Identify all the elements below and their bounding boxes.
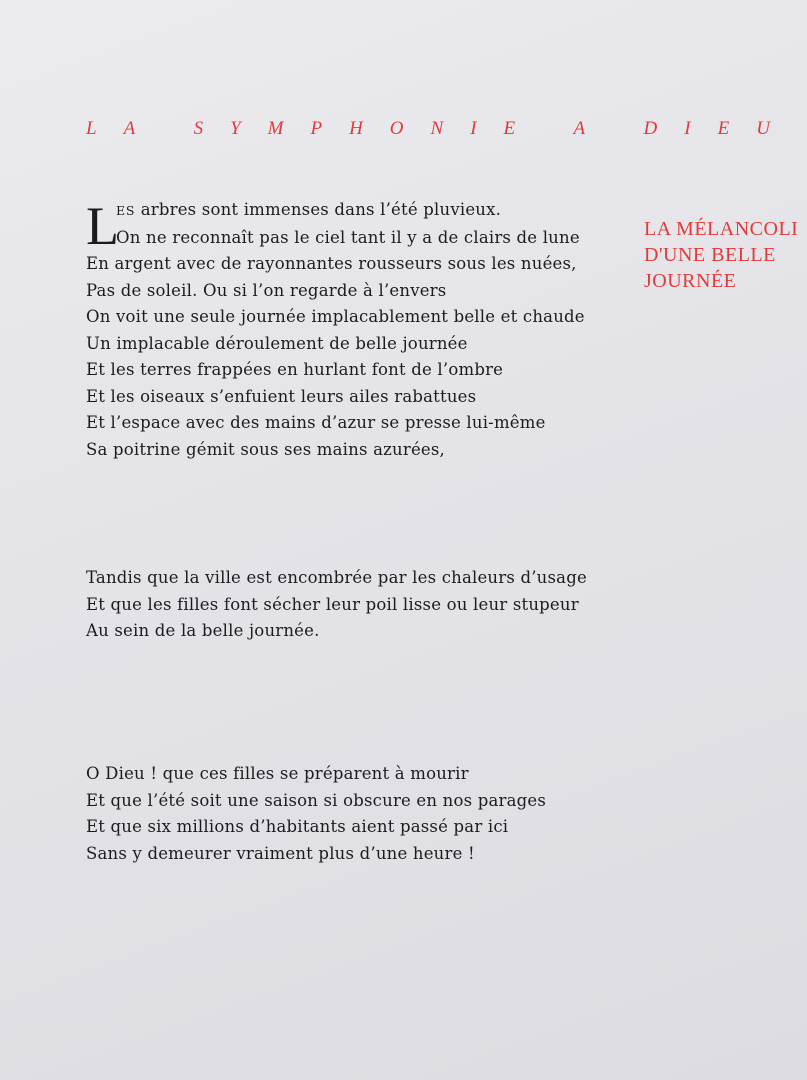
verse-line: Au sein de la belle journée. bbox=[86, 621, 320, 640]
drop-cap: L bbox=[86, 196, 120, 256]
verse-line: Et l’espace avec des mains d’azur se presse lui-même bbox=[86, 413, 546, 432]
first-line-text: arbres sont immenses dans l’été pluvieux. bbox=[135, 200, 502, 219]
margin-note-line-3: JOURNÉE bbox=[644, 270, 737, 292]
verse-line bbox=[86, 197, 585, 225]
verse-line: On voit une seule journée implacablement belle et chaude bbox=[86, 307, 585, 326]
verse-line: Tandis que la ville est encombrée par les chaleurs d’usage bbox=[86, 568, 587, 587]
verse-line: O Dieu ! que ces filles se préparent à mourir bbox=[86, 764, 469, 783]
verse-line: Et les terres frappées en hurlant font de l’ombre bbox=[86, 360, 504, 379]
verse-line: On ne reconnaît pas le ciel tant il y a de clairs de lune bbox=[116, 227, 580, 247]
small-caps-text: ES bbox=[116, 203, 136, 218]
margin-note-line-2: D'UNE BELLE bbox=[644, 244, 776, 266]
poem-title: LA SYMPHONIE A DIEU bbox=[86, 118, 797, 139]
verse-line: Sa poitrine gémit sous ses mains azurées, bbox=[86, 439, 445, 459]
verse-line: Et que l’été soit une saison si obscure en nos parages bbox=[86, 790, 547, 810]
verse-line: Et les oiseaux s’enfuient leurs ailes rabattues bbox=[86, 386, 477, 406]
stanza-2 bbox=[86, 565, 587, 645]
stanza-3 bbox=[86, 761, 546, 867]
verse-line: Pas de soleil. Ou si l’on regarde à l’envers bbox=[86, 280, 447, 300]
margin-note bbox=[644, 216, 798, 294]
margin-note-line-1: LA MÉLANCOLI bbox=[644, 218, 799, 240]
verse-line: Un implacable déroulement de belle journée bbox=[86, 333, 468, 353]
verse-line: Et que six millions d’habitants aient passé par ici bbox=[86, 817, 509, 836]
verse-line: Sans y demeurer vraiment plus d’une heure ! bbox=[86, 843, 475, 863]
verse-line: Et que les filles font sécher leur poil lisse ou leur stupeur bbox=[86, 594, 579, 614]
verse-line: En argent avec de rayonnantes rousseurs sous les nuées, bbox=[86, 254, 577, 273]
stanza-1 bbox=[86, 197, 585, 463]
